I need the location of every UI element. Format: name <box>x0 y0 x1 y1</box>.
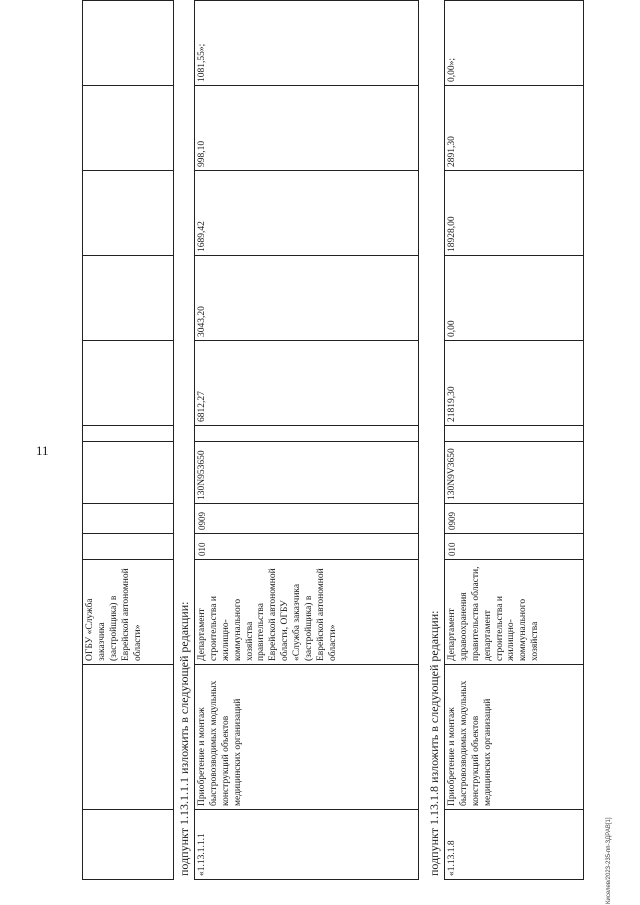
cell-y3: 998,10 <box>195 86 419 171</box>
cell-num: «1.13.1.8 <box>445 810 584 880</box>
cell-rzpr: 0909 <box>445 504 584 534</box>
cell-num <box>83 810 174 880</box>
cell-responsible: Департамент строительства и жилищно-коммунального хозяйства правительства Еврейской автономной области, ОГБУ «Служба заказчика (застройщика) в Еврейской автономной области» <box>195 560 419 665</box>
cell-y4 <box>83 1 174 86</box>
caption-subpoint-2: подпункт 1.13.1.8 изложить в следующей редакции: <box>427 610 441 876</box>
cell-vr <box>83 426 174 442</box>
table-subpoint-2 <box>444 0 584 880</box>
document-footer-code: Киселев/2023-235-пп-ЗДРАВ[1] <box>606 817 612 904</box>
cell-name <box>83 665 174 810</box>
cell-csr: 130N9V3650 <box>445 442 584 504</box>
cell-y3 <box>83 86 174 171</box>
cell-vr <box>195 426 419 442</box>
cell-y1: 0,00 <box>445 256 584 341</box>
cell-num: «1.13.1.1.1 <box>195 810 419 880</box>
rotated-content <box>82 18 612 880</box>
caption-subpoint-1: подпункт 1.13.1.1.1 изложить в следующей редакции: <box>177 601 191 876</box>
cell-total: 6812,27 <box>195 341 419 426</box>
cell-y4: 0,00»; <box>445 1 584 86</box>
cell-y2 <box>83 171 174 256</box>
cell-csr: 130N953650 <box>195 442 419 504</box>
cell-rzpr: 0909 <box>195 504 419 534</box>
cell-grbs <box>83 534 174 560</box>
cell-vr <box>445 426 584 442</box>
table-continuation <box>82 0 174 880</box>
cell-y4: 1081,55»; <box>195 1 419 86</box>
cell-total <box>83 341 174 426</box>
cell-grbs: 010 <box>445 534 584 560</box>
cell-y2: 18928,00 <box>445 171 584 256</box>
cell-rzpr <box>83 504 174 534</box>
cell-grbs: 010 <box>195 534 419 560</box>
cell-name: Приобретение и монтаж быстровозводимых модульных конструкций объектов медицинских организаций <box>445 665 584 810</box>
cell-y2: 1689,42 <box>195 171 419 256</box>
page-number: 11 <box>36 443 49 458</box>
cell-responsible: Департамент здравоохранения правительства области, департамент строительства и жилищно-коммунального хозяйства <box>445 560 584 665</box>
table-row <box>445 1 584 880</box>
cell-y3: 2891,30 <box>445 86 584 171</box>
cell-total: 21819,30 <box>445 341 584 426</box>
table-row <box>195 1 419 880</box>
table-subpoint-1 <box>194 0 419 880</box>
cell-responsible: ОГБУ «Служба заказчика (застройщика) в Еврейской автономной области» <box>83 560 174 665</box>
cell-y1: 3043,20 <box>195 256 419 341</box>
cell-name: Приобретение и монтаж быстровозводимых модульных конструкций объектов медицинских организаций <box>195 665 419 810</box>
cell-csr <box>83 442 174 504</box>
cell-y1 <box>83 256 174 341</box>
table-row <box>83 1 174 880</box>
